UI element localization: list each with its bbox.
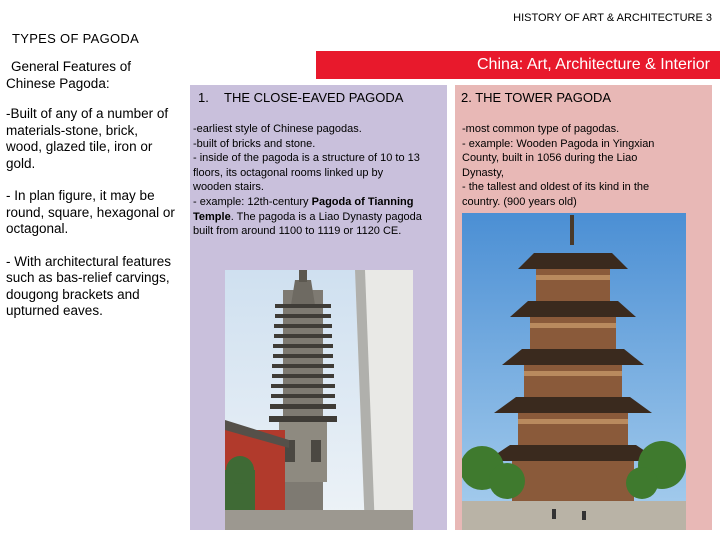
desc-line: - inside of the pagoda is a structure of 10 to 13 (193, 152, 420, 165)
desc-line: County, built in 1056 during the Liao (462, 152, 638, 165)
feature-plan (6, 188, 188, 238)
desc-line: -built of bricks and stone. (193, 137, 316, 150)
desc-line: Dynasty, (462, 166, 504, 179)
desc-line (193, 210, 445, 225)
desc-text: - example: 12th-century (193, 195, 312, 208)
panel1-number: 1. (198, 90, 209, 105)
wooden-pagoda-photo (462, 213, 686, 530)
desc-bold: Temple (193, 210, 231, 223)
feature-line: round, square, hexagonal or (6, 204, 175, 220)
panel2-title: 2. THE TOWER PAGODA (461, 90, 612, 105)
close-eaved-pagoda-panel (190, 85, 447, 530)
panel1-title (198, 90, 403, 105)
desc-line: - example: Wooden Pagoda in Yingxian (462, 137, 655, 150)
feature-line: such as bas-relief carvings, (6, 270, 170, 285)
tianning-pagoda-photo (225, 270, 413, 530)
feature-line: materials-stone, brick, (6, 122, 139, 138)
desc-bold: Pagoda of Tianning (311, 195, 414, 208)
desc-line: wooden stairs. (193, 181, 264, 194)
tower-pagoda-panel (455, 85, 712, 530)
features-heading-line: General Features of (11, 59, 132, 74)
feature-line: octagonal. (6, 221, 69, 236)
feature-line: - With architectural features (6, 253, 172, 269)
title-banner (316, 51, 720, 79)
desc-line: -most common type of pagodas. (462, 123, 620, 135)
features-heading-line: Chinese Pagoda: (6, 75, 110, 91)
feature-materials (6, 106, 188, 172)
desc-line (193, 195, 445, 210)
panel1-description (193, 122, 445, 239)
feature-line: upturned eaves. (6, 303, 103, 318)
desc-line: floors, its octagonal rooms linked up by (193, 166, 384, 179)
desc-line: built from around 1100 to 1119 or 1120 CE. (193, 225, 402, 238)
features-heading (6, 59, 188, 92)
course-title: HISTORY OF ART & ARCHITECTURE 3 (513, 12, 712, 24)
feature-line: wood, glazed tile, iron or (6, 139, 153, 154)
desc-line: country. (900 years old) (462, 195, 577, 208)
feature-architecture (6, 254, 188, 320)
section-title: TYPES OF PAGODA (12, 31, 140, 46)
feature-line: - In plan figure, it may be (6, 188, 155, 203)
panel2-description (462, 122, 706, 210)
desc-line: - the tallest and oldest of its kind in the (462, 181, 650, 194)
banner-text: China: Art, Architecture & Interior (477, 56, 710, 73)
feature-line: gold. (6, 155, 36, 171)
desc-line: -earliest style of Chinese pagodas. (193, 123, 362, 135)
desc-text: . The pagoda is a Liao Dynasty pagoda (230, 210, 422, 223)
panel1-title-text: THE CLOSE-EAVED PAGODA (224, 90, 404, 105)
feature-line: -Built of any of a number of (6, 106, 169, 121)
features-column (6, 59, 188, 320)
feature-line: dougong brackets and (6, 286, 140, 302)
